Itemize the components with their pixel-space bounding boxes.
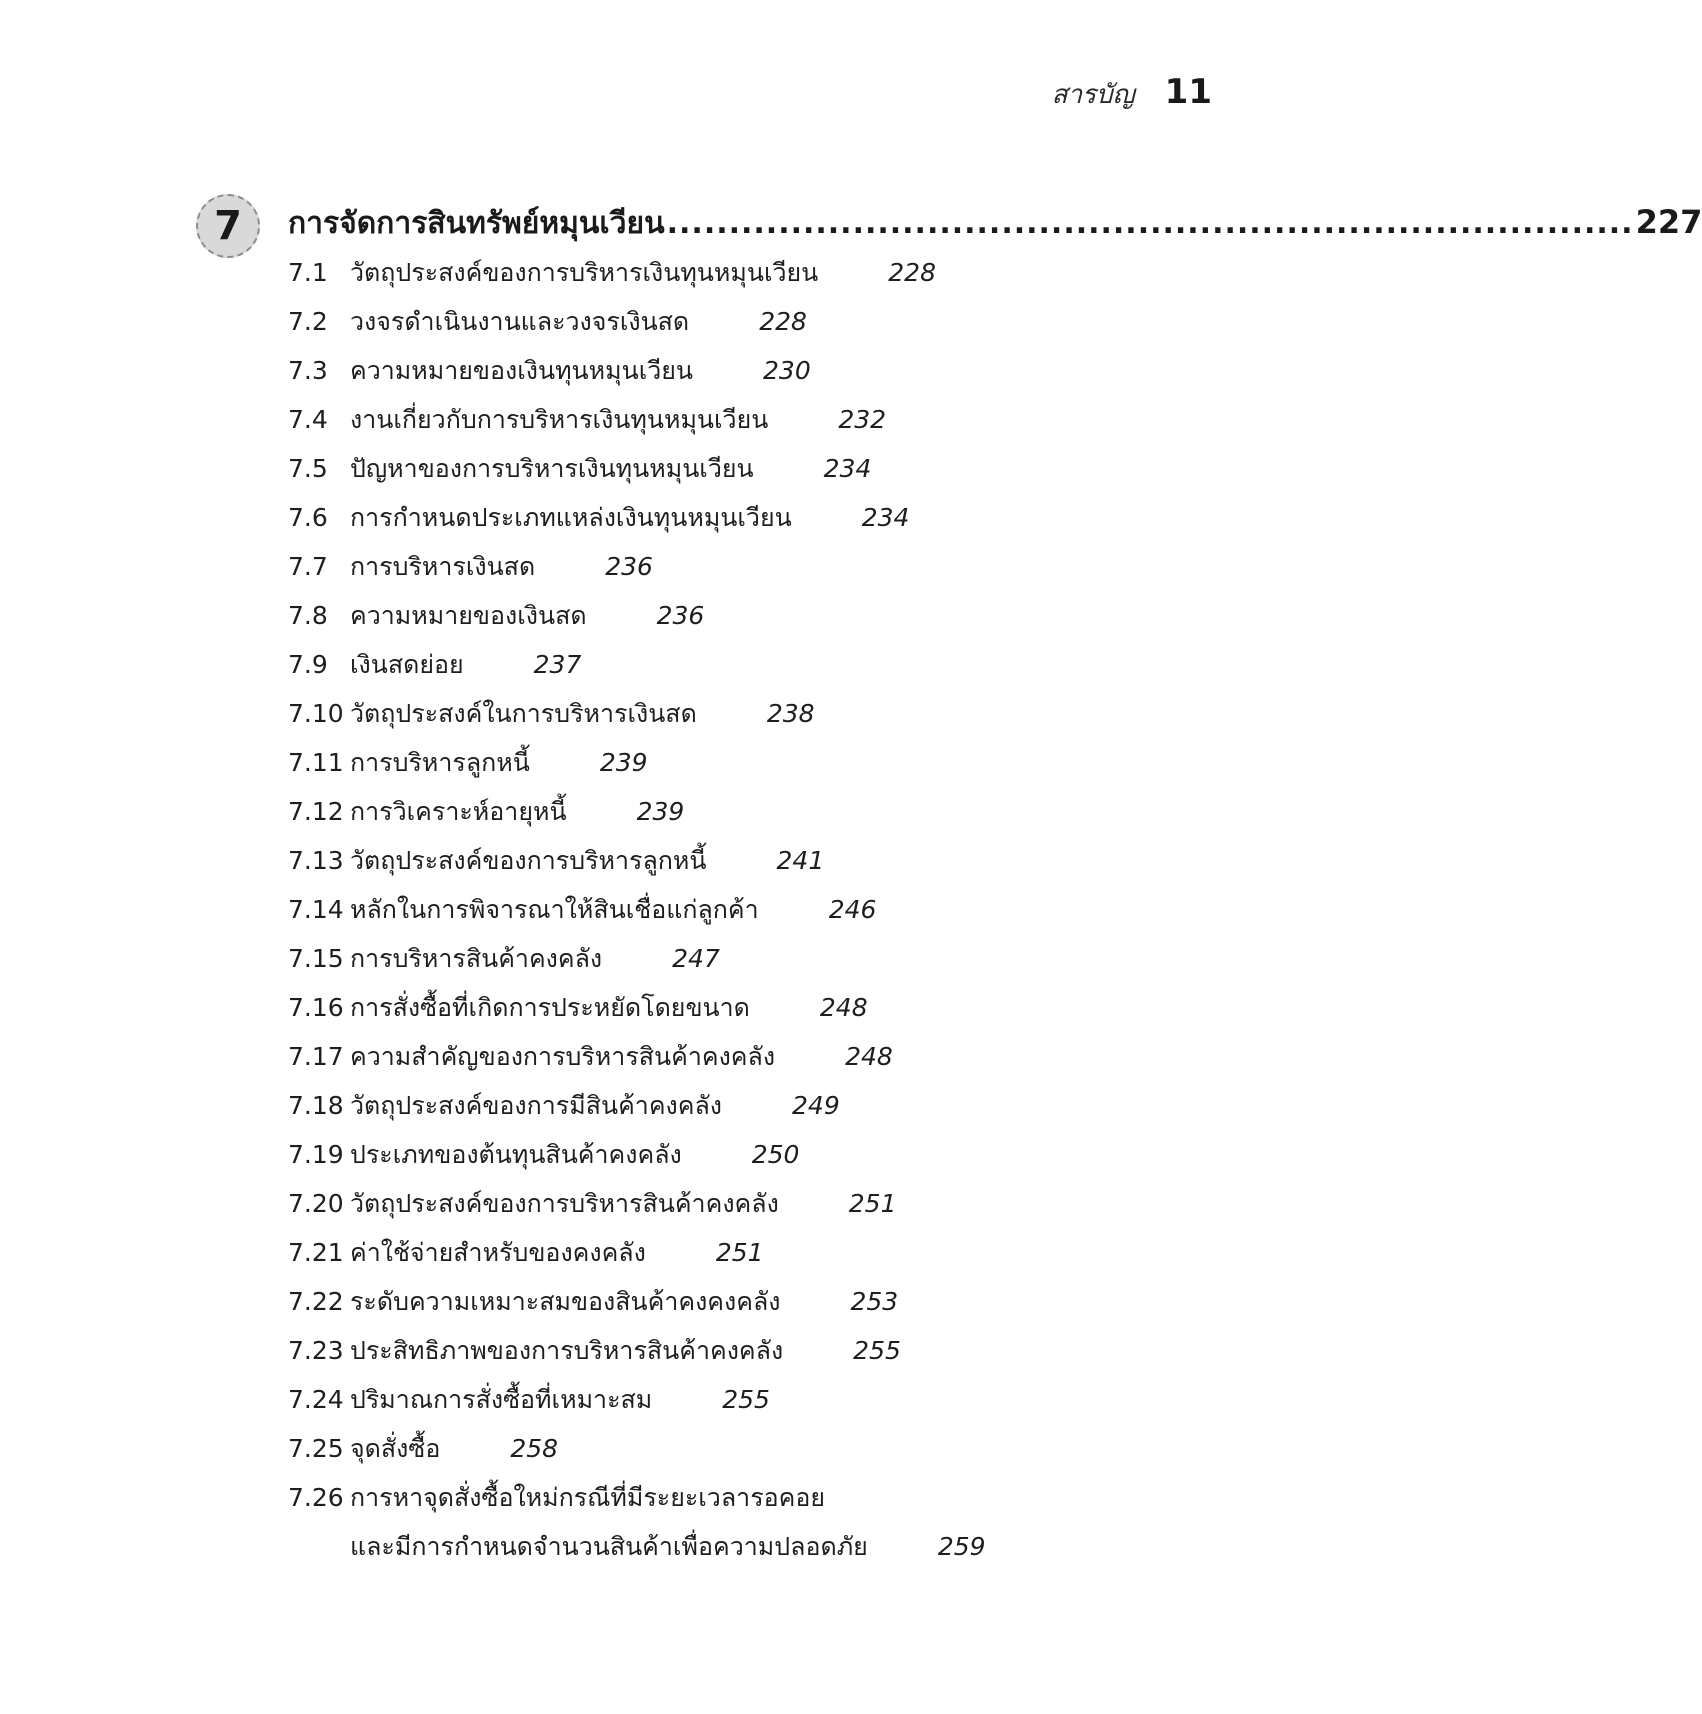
entry-title: วัตถุประสงค์ในการบริหารเงินสด bbox=[350, 699, 697, 728]
entry-title: ค่าใช้จ่ายสำหรับของคงคลัง bbox=[350, 1238, 646, 1267]
running-head bbox=[1052, 72, 1212, 115]
toc-entry[interactable] bbox=[288, 940, 1188, 989]
toc-entry[interactable] bbox=[288, 1283, 1188, 1332]
entry-number: 7.14 bbox=[288, 895, 344, 924]
entry-number: 7.19 bbox=[288, 1140, 344, 1169]
toc-entry[interactable] bbox=[288, 989, 1188, 1038]
entry-number: 7.15 bbox=[288, 944, 344, 973]
chapter-number-badge: 7 bbox=[196, 194, 260, 258]
toc-entry[interactable] bbox=[288, 1381, 1188, 1430]
entry-title: วัตถุประสงค์ของการบริหารสินค้าคงคลัง bbox=[350, 1189, 779, 1218]
entry-number: 7.22 bbox=[288, 1287, 344, 1316]
entry-number: 7.6 bbox=[288, 503, 328, 532]
entry-title: ความหมายของเงินสด bbox=[350, 601, 587, 630]
entry-title: การกำหนดประเภทแหล่งเงินทุนหมุนเวียน bbox=[350, 503, 792, 532]
toc-entry[interactable] bbox=[288, 597, 1188, 646]
entry-page: 228 bbox=[888, 258, 936, 287]
entry-number: 7.26 bbox=[288, 1483, 344, 1512]
toc-entry[interactable] bbox=[288, 1479, 1188, 1577]
entry-page: 251 bbox=[848, 1189, 897, 1218]
toc-entry[interactable] bbox=[288, 744, 1188, 793]
page-number: 11 bbox=[1164, 72, 1212, 112]
entry-title: ประสิทธิภาพของการบริหารสินค้าคงคลัง bbox=[350, 1336, 784, 1365]
toc-entry[interactable] bbox=[288, 1038, 1188, 1087]
entry-number: 7.25 bbox=[288, 1434, 344, 1463]
toc-entry[interactable] bbox=[288, 1332, 1188, 1381]
entry-page: 248 bbox=[819, 993, 868, 1022]
toc-entry[interactable] bbox=[288, 303, 1188, 352]
entry-number: 7.5 bbox=[288, 454, 328, 483]
entry-page: 228 bbox=[759, 307, 807, 336]
entry-page: 241 bbox=[776, 846, 825, 875]
entry-page: 237 bbox=[533, 650, 582, 679]
entry-page: 259 bbox=[937, 1532, 986, 1561]
entry-page: 247 bbox=[672, 944, 720, 973]
entry-title: วงจรดำเนินงานและวงจรเงินสด bbox=[350, 307, 690, 336]
entry-page: 250 bbox=[751, 1140, 800, 1169]
entry-title: การบริหารสินค้าคงคลัง bbox=[350, 944, 603, 973]
entry-number: 7.8 bbox=[288, 601, 328, 630]
entry-title: ประเภทของต้นทุนสินค้าคงคลัง bbox=[350, 1140, 682, 1169]
toc-entry[interactable] bbox=[288, 499, 1188, 548]
entry-page: 249 bbox=[792, 1091, 840, 1120]
toc-entry[interactable] bbox=[288, 842, 1188, 891]
entry-number: 7.10 bbox=[288, 699, 344, 728]
entry-title: ปัญหาของการบริหารเงินทุนหมุนเวียน bbox=[350, 454, 754, 483]
entry-title: ปริมาณการสั่งซื้อที่เหมาะสม bbox=[350, 1385, 653, 1414]
entry-title: และมีการกำหนดจำนวนสินค้าเพื่อความปลอดภัย bbox=[350, 1532, 868, 1561]
entry-title: ระดับความเหมาะสมของสินค้าคงคงคลัง bbox=[350, 1287, 781, 1316]
entry-page: 239 bbox=[599, 748, 648, 777]
entry-number: 7.9 bbox=[288, 650, 328, 679]
toc-entry[interactable] bbox=[288, 695, 1188, 744]
section-label: สารบัญ bbox=[1051, 80, 1135, 110]
entry-page: 234 bbox=[861, 503, 910, 532]
entry-line-1 bbox=[350, 1479, 986, 1528]
entry-number: 7.17 bbox=[288, 1042, 344, 1071]
entry-number: 7.3 bbox=[288, 356, 328, 385]
toc-entry[interactable] bbox=[288, 1185, 1188, 1234]
entry-page: 255 bbox=[722, 1385, 770, 1414]
entry-page: 239 bbox=[636, 797, 685, 826]
entry-page: 253 bbox=[850, 1287, 899, 1316]
entry-number: 7.16 bbox=[288, 993, 344, 1022]
chapter-title: การจัดการสินทรัพย์หมุนเวียน bbox=[288, 206, 665, 241]
toc-list bbox=[288, 254, 1188, 1577]
toc-entry[interactable] bbox=[288, 254, 1188, 303]
toc-entry[interactable] bbox=[288, 646, 1188, 695]
entry-line-2 bbox=[350, 1528, 986, 1577]
entry-title: การหาจุดสั่งซื้อใหม่กรณีที่มีระยะเวลารอคอย bbox=[350, 1483, 826, 1512]
entry-number: 7.12 bbox=[288, 797, 344, 826]
entry-number: 7.1 bbox=[288, 258, 328, 287]
chapter-page: 227 bbox=[1635, 203, 1702, 241]
toc-entry[interactable] bbox=[288, 352, 1188, 401]
entry-number: 7.2 bbox=[288, 307, 328, 336]
entry-page: 232 bbox=[838, 405, 887, 434]
chapter-leader-dots: .............................................................................. bbox=[666, 206, 1634, 241]
entry-title: วัตถุประสงค์ของการบริหารลูกหนี้ bbox=[350, 846, 707, 875]
entry-page: 238 bbox=[766, 699, 815, 728]
entry-title: การบริหารเงินสด bbox=[350, 552, 536, 581]
entry-title: ความสำคัญของการบริหารสินค้าคงคลัง bbox=[350, 1042, 776, 1071]
entry-number: 7.18 bbox=[288, 1091, 344, 1120]
entry-title: จุดสั่งซื้อ bbox=[350, 1434, 441, 1463]
entry-number: 7.23 bbox=[288, 1336, 344, 1365]
entry-title: การบริหารลูกหนี้ bbox=[350, 748, 530, 777]
entry-title: งานเกี่ยวกับการบริหารเงินทุนหมุนเวียน bbox=[350, 405, 769, 434]
entry-number: 7.7 bbox=[288, 552, 328, 581]
toc-entry[interactable] bbox=[288, 1087, 1188, 1136]
toc-entry[interactable] bbox=[288, 401, 1188, 450]
entry-page: 234 bbox=[823, 454, 872, 483]
toc-entry[interactable] bbox=[288, 891, 1188, 940]
entry-title: หลักในการพิจารณาให้สินเชื่อแก่ลูกค้า bbox=[350, 895, 759, 924]
entry-page: 258 bbox=[510, 1434, 559, 1463]
entry-title: ความหมายของเงินทุนหมุนเวียน bbox=[350, 356, 694, 385]
entry-number: 7.21 bbox=[288, 1238, 344, 1267]
entry-page: 248 bbox=[845, 1042, 893, 1071]
entry-page: 236 bbox=[605, 552, 653, 581]
toc-entry[interactable] bbox=[288, 1234, 1188, 1283]
chapter-heading[interactable] bbox=[288, 200, 1702, 247]
toc-entry[interactable] bbox=[288, 548, 1188, 597]
entry-page: 230 bbox=[763, 356, 811, 385]
entry-title: วัตถุประสงค์ของการมีสินค้าคงคลัง bbox=[350, 1091, 723, 1120]
entry-number: 7.11 bbox=[288, 748, 344, 777]
toc-entry[interactable] bbox=[288, 1136, 1188, 1185]
entry-page: 251 bbox=[715, 1238, 764, 1267]
entry-page: 255 bbox=[853, 1336, 901, 1365]
entry-number: 7.20 bbox=[288, 1189, 344, 1218]
entry-title: วัตถุประสงค์ของการบริหารเงินทุนหมุนเวียน bbox=[350, 258, 819, 287]
entry-number: 7.4 bbox=[288, 405, 328, 434]
toc-entry[interactable] bbox=[288, 793, 1188, 842]
entry-title: การวิเคราะห์อายุหนี้ bbox=[350, 797, 567, 826]
entry-page: 236 bbox=[656, 601, 705, 630]
entry-title: การสั่งซื้อที่เกิดการประหยัดโดยขนาด bbox=[350, 993, 750, 1022]
entry-body bbox=[350, 1479, 986, 1577]
entry-title: เงินสดย่อย bbox=[350, 650, 464, 679]
entry-page: 246 bbox=[828, 895, 877, 924]
toc-entry[interactable] bbox=[288, 450, 1188, 499]
entry-number: 7.13 bbox=[288, 846, 344, 875]
entry-number: 7.24 bbox=[288, 1385, 344, 1414]
toc-entry[interactable] bbox=[288, 1430, 1188, 1479]
